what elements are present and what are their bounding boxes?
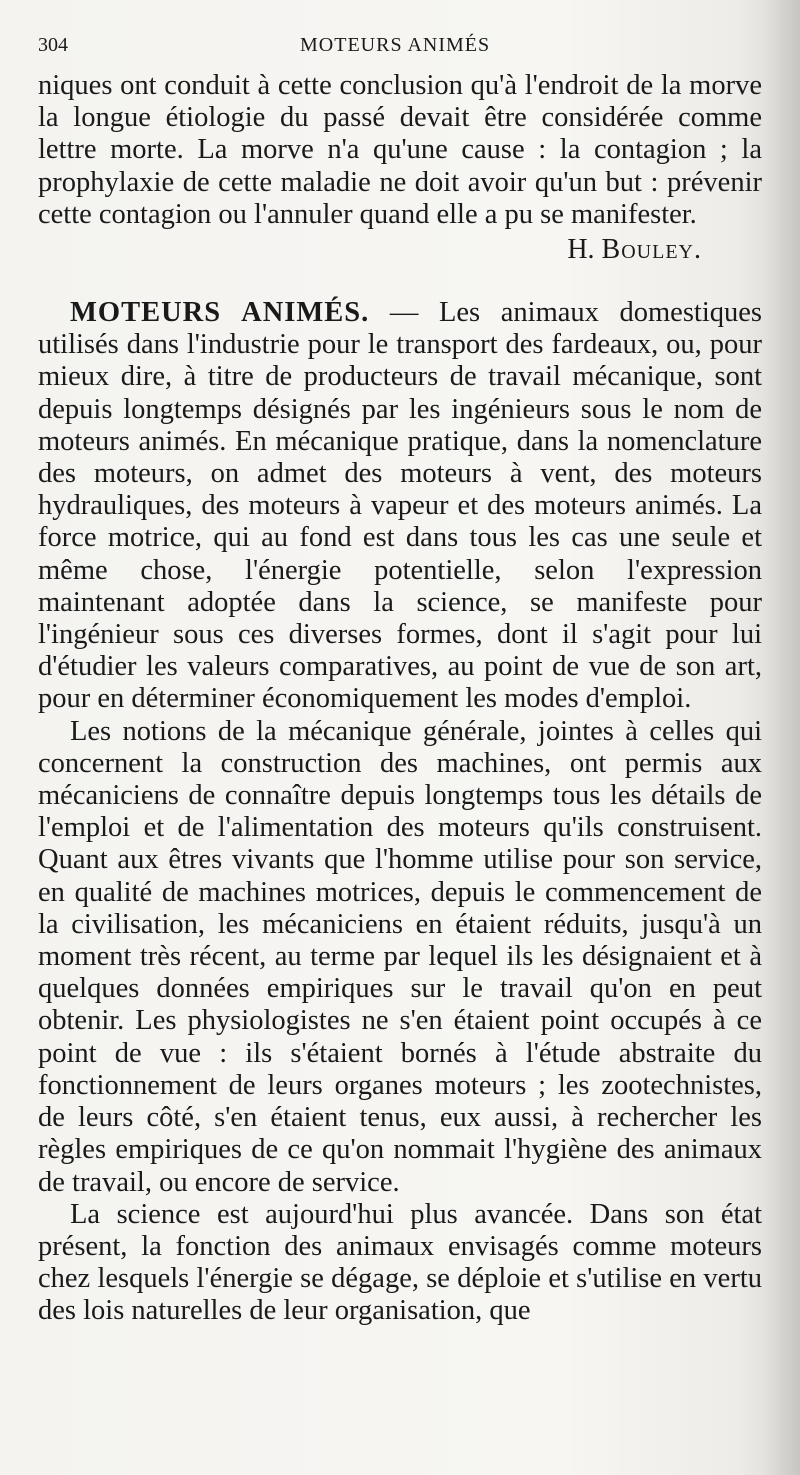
running-title: MOTEURS ANIMÉS — [300, 34, 491, 56]
page-number: 304 — [38, 34, 68, 56]
page-body — [38, 70, 762, 1328]
article-paragraph-2: Les notions de la mécanique générale, jointes à celles qui concernent la construction des machines, ont permis aux mécaniciens de connaître depuis longtemps tous les détails de l'emploi et de l'alimentation des moteurs qu'ils construisent. Quant aux êtres vivants que l'homme utilise pour son service, en qualité de machines motrices, depuis le commencement de la civilisation, les mécaniciens en étaient réduits, jusqu'à un moment très récent, au terme par lequel ils les désignaient et à quelques données empiriques sur le travail qu'on en peut obtenir. Les physiologistes ne s'en étaient point occupés à ce point de vue : ils s'étaient bornés à l'étude abstraite du fonctionnement de leurs organes moteurs ; les zootechnistes, de leurs côté, s'en étaient tenus, eux aussi, à rechercher les règles empiriques de ce qu'on nommait l'hygiène des animaux de travail, ou encore de service. — [38, 715, 762, 1198]
article-heading: MOTEURS ANIMÉS. — [70, 297, 370, 329]
article-paragraph-3: La science est aujourd'hui plus avancée. Dans son état présent, la fonction des animaux envisagés comme moteurs chez lesquels l'énergie se dégage, se déploie et s'utilise en vertu des lois naturelles de leur organisation, que — [38, 1198, 762, 1327]
page-header — [38, 28, 770, 64]
article-paragraph-1-text: — Les animaux domestiques utilisés dans l'industrie pour le transport des fardeaux, ou, pour mieux dire, à titre de producteurs de travail mécanique, sont depuis longtemps désignés par les ingénieurs sous le nom de moteurs animés. En mécanique pratique, dans la nomenclature des moteurs, on admet des moteurs à vent, des moteurs hydrauliques, des moteurs à vapeur et des moteurs animés. La force motrice, qui au fond est dans tous les cas une seule et même chose, l'énergie potentielle, selon l'expression maintenant adoptée dans la science, se manifeste pour l'ingénieur sous ces diverses formes, dont il s'agit pour lui d'étudier les valeurs comparatives, au point de vue de son art, pour en déterminer économiquement les modes d'emploi. — [38, 297, 762, 715]
author-signature — [38, 233, 762, 267]
section-gap — [38, 267, 762, 297]
article-paragraph-1 — [38, 297, 762, 716]
author-surname: Bouley. — [601, 234, 702, 266]
previous-article-text: niques ont conduit à cette conclusion qu'à l'endroit de la morve la longue étiologie du passé devait être considérée comme lettre morte. La morve n'a qu'une cause : la contagion ; la prophylaxie de cette maladie ne doit avoir qu'un but : prévenir cette contagion ou l'annuler quand elle a pu se manifester. — [38, 70, 762, 230]
author-initial: H. — [567, 234, 595, 266]
